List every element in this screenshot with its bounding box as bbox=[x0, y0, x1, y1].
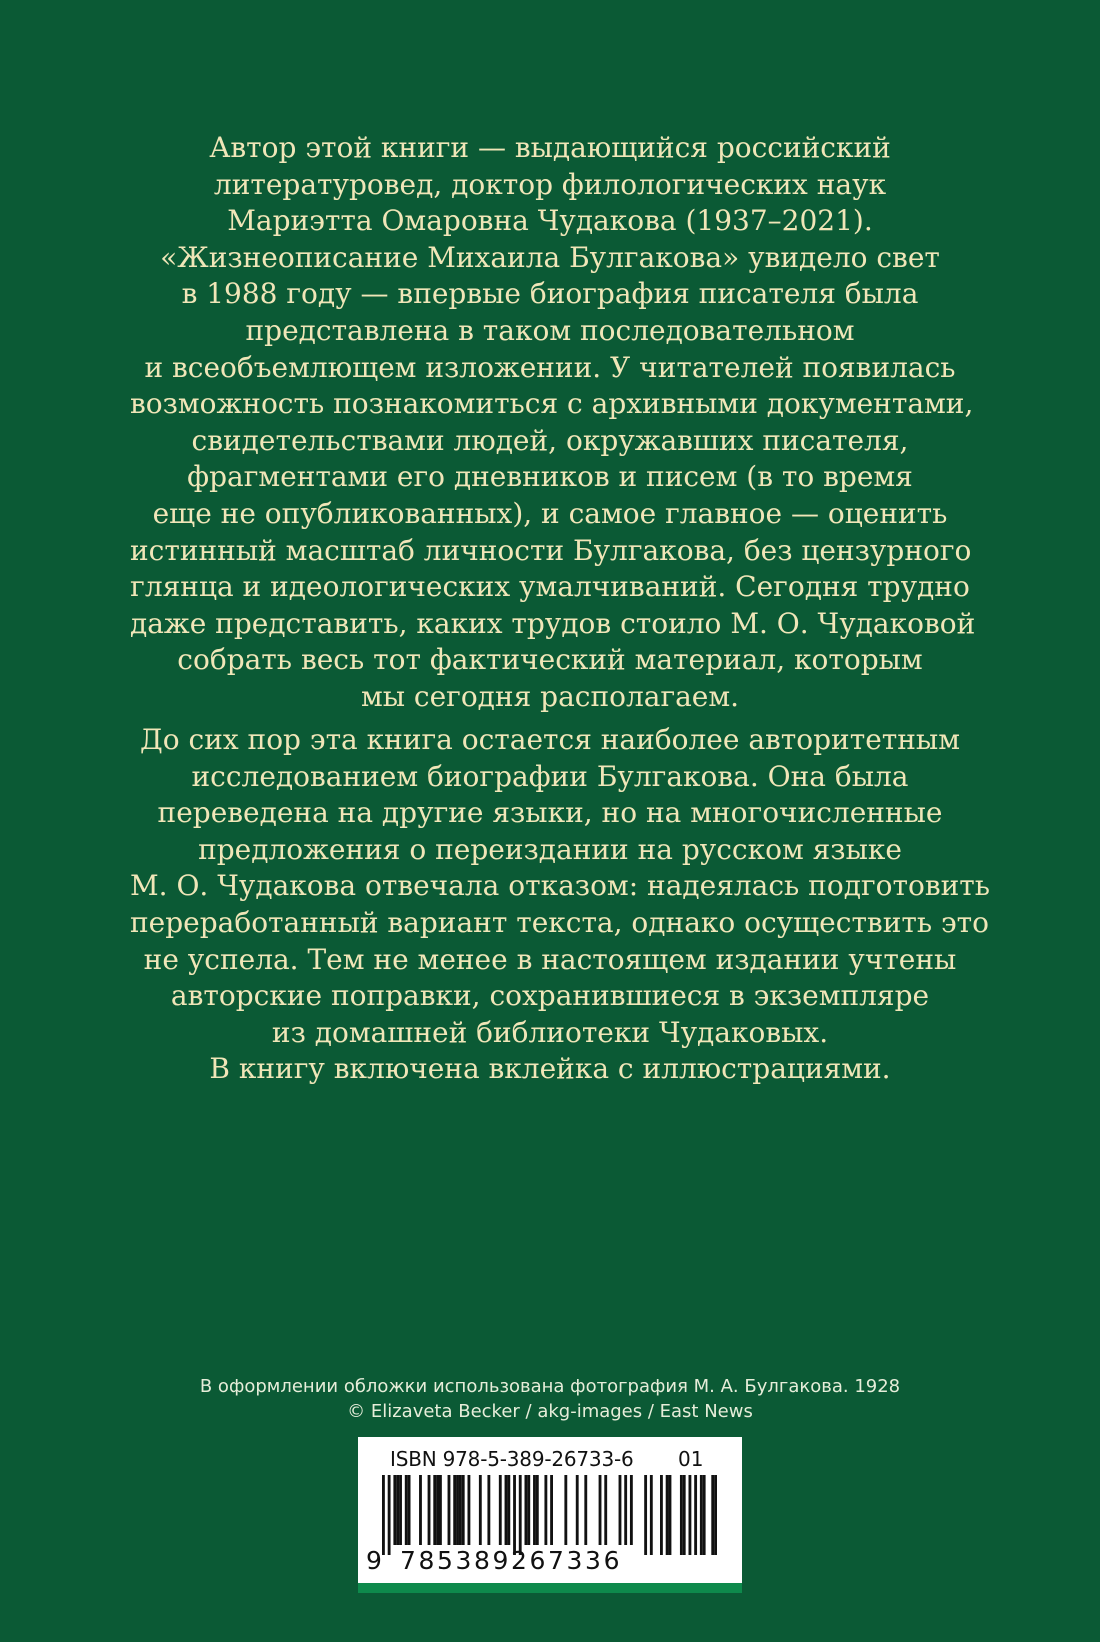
barcode-addon-number: 01 bbox=[678, 1447, 704, 1471]
blurb-line: «Жизнеописание Михаила Булгакова» увидело свет bbox=[160, 240, 940, 274]
barcode-bar bbox=[505, 1475, 508, 1545]
barcode-bar bbox=[536, 1475, 539, 1545]
blurb-line: Мариэтта Омаровна Чудакова (1937–2021). bbox=[227, 204, 873, 238]
addon-bar bbox=[669, 1475, 672, 1555]
blurb-line: представлена в таком последовательном bbox=[245, 313, 855, 347]
blurb-line: свидетельствами людей, окружавших писателя, bbox=[191, 423, 909, 457]
blurb-line: не успела. Тем не менее в настоящем издании учтены bbox=[143, 942, 957, 976]
barcode-bar bbox=[604, 1475, 607, 1545]
blurb-line: из домашней библиотеки Чудаковых. bbox=[271, 1015, 829, 1049]
blurb-line: в 1988 году — впервые биография писателя была bbox=[181, 277, 919, 311]
addon-bar bbox=[689, 1475, 692, 1555]
barcode-bar bbox=[624, 1475, 627, 1545]
blurb-line: собрать весь тот фактический материал, которым bbox=[177, 643, 923, 677]
blurb-paragraph-1 bbox=[130, 130, 976, 716]
isbn-barcode bbox=[358, 1437, 742, 1583]
blurb-line: литературовед, доктор филологических наук bbox=[213, 167, 887, 201]
barcode-bar bbox=[448, 1475, 451, 1545]
addon-bar bbox=[711, 1475, 714, 1555]
barcode-bar bbox=[399, 1475, 402, 1545]
blurb-line: переработанный вариант текста, однако осуществить это bbox=[130, 905, 990, 939]
addon-bar bbox=[660, 1475, 663, 1555]
blurb-paragraph-2 bbox=[130, 722, 990, 1088]
blurb-line: переведена на другие языки, но на многочисленные bbox=[157, 796, 943, 830]
barcode-bar bbox=[456, 1475, 459, 1545]
barcode-bar bbox=[439, 1475, 442, 1545]
barcode-bar bbox=[619, 1475, 622, 1545]
addon-bar bbox=[714, 1475, 717, 1555]
barcode-bar bbox=[576, 1475, 579, 1545]
barcode-bar bbox=[479, 1475, 482, 1545]
barcode-bar bbox=[462, 1475, 465, 1545]
ean-remaining-digits: 785389267336 bbox=[400, 1546, 623, 1575]
barcode-bar bbox=[544, 1475, 547, 1545]
ean-first-digit: 9 bbox=[366, 1546, 382, 1575]
blurb-line: Автор этой книги — выдающийся российский bbox=[209, 131, 891, 164]
barcode-bar bbox=[459, 1475, 462, 1545]
addon-bar bbox=[680, 1475, 683, 1555]
barcode-guard-bar bbox=[382, 1475, 385, 1555]
barcode-bar bbox=[453, 1475, 456, 1545]
blurb-line: истинный масштаб личности Булгакова, без цензурного bbox=[130, 533, 972, 567]
barcode-bar bbox=[468, 1475, 471, 1545]
barcode-bar bbox=[419, 1475, 422, 1545]
barcode-bar bbox=[433, 1475, 436, 1545]
barcode-guard-bar bbox=[519, 1475, 522, 1555]
blurb-line: исследованием биографии Булгакова. Она была bbox=[191, 759, 909, 793]
blurb-line: еще не опубликованных), и самое главное — оценить bbox=[152, 496, 948, 530]
barcode-bar bbox=[564, 1475, 567, 1545]
barcode-bar bbox=[599, 1475, 602, 1545]
addon-bar bbox=[700, 1475, 703, 1555]
barcode-bar bbox=[533, 1475, 536, 1545]
blurb-line: даже представить, каких трудов стоило М. О. Чудаковой bbox=[130, 606, 976, 640]
barcode-bar bbox=[527, 1475, 530, 1545]
barcode-bar bbox=[393, 1475, 396, 1545]
addon-bar bbox=[666, 1475, 669, 1555]
barcode-guard-bar bbox=[388, 1475, 391, 1555]
blurb-line: и всеобъемлющем изложении. У читателей появилась bbox=[144, 350, 956, 384]
blurb-line: М. О. Чудакова отвечала отказом: надеялась подготовить bbox=[130, 869, 990, 903]
barcode-bar bbox=[487, 1475, 490, 1545]
blurb-line: В книгу включена вклейка с иллюстрациями. bbox=[209, 1052, 891, 1086]
addon-bar bbox=[703, 1475, 706, 1555]
barcode-bar bbox=[550, 1475, 553, 1545]
barcode-bars bbox=[358, 1475, 742, 1557]
blurb-line: авторские поправки, сохранившиеся в экземпляре bbox=[170, 979, 930, 1013]
barcode-bar bbox=[396, 1475, 399, 1545]
barcode-bar bbox=[405, 1475, 408, 1545]
blurb-line: фрагментами его дневников и писем (в то время bbox=[187, 460, 913, 494]
addon-bar bbox=[683, 1475, 686, 1555]
photo-credit: В оформлении обложки использована фотография М. А. Булгакова. 1928 bbox=[199, 1376, 901, 1397]
ean-digits bbox=[358, 1547, 742, 1577]
barcode-guard-bar bbox=[650, 1475, 653, 1555]
blurb-line: возможность познакомиться с архивными документами, bbox=[130, 387, 974, 421]
barcode-bar bbox=[525, 1475, 528, 1545]
copyright-credit: © Elizaveta Becker / akg-images / East News bbox=[347, 1401, 753, 1422]
blurb-line: мы сегодня располагаем. bbox=[360, 679, 740, 713]
barcode-bar bbox=[630, 1475, 633, 1545]
barcode-bar bbox=[584, 1475, 587, 1545]
isbn-number: ISBN 978-5-389-26733-6 bbox=[390, 1447, 634, 1471]
addon-bar bbox=[694, 1475, 697, 1555]
barcode-bar bbox=[428, 1475, 431, 1545]
blurb-line: До сих пор эта книга остается наиболее авторитетным bbox=[139, 723, 960, 756]
barcode-stripe bbox=[358, 1583, 742, 1593]
blurb-line: предложения о переиздании на русском языке bbox=[198, 832, 902, 866]
barcode-bar bbox=[408, 1475, 411, 1545]
barcode-guard-bar bbox=[644, 1475, 647, 1555]
barcode-bar bbox=[436, 1475, 439, 1545]
blurb-line: глянца и идеологических умалчиваний. Сегодня трудно bbox=[130, 570, 970, 604]
barcode-bar bbox=[507, 1475, 510, 1545]
barcode-bar bbox=[499, 1475, 502, 1545]
barcode-guard-bar bbox=[513, 1475, 516, 1555]
